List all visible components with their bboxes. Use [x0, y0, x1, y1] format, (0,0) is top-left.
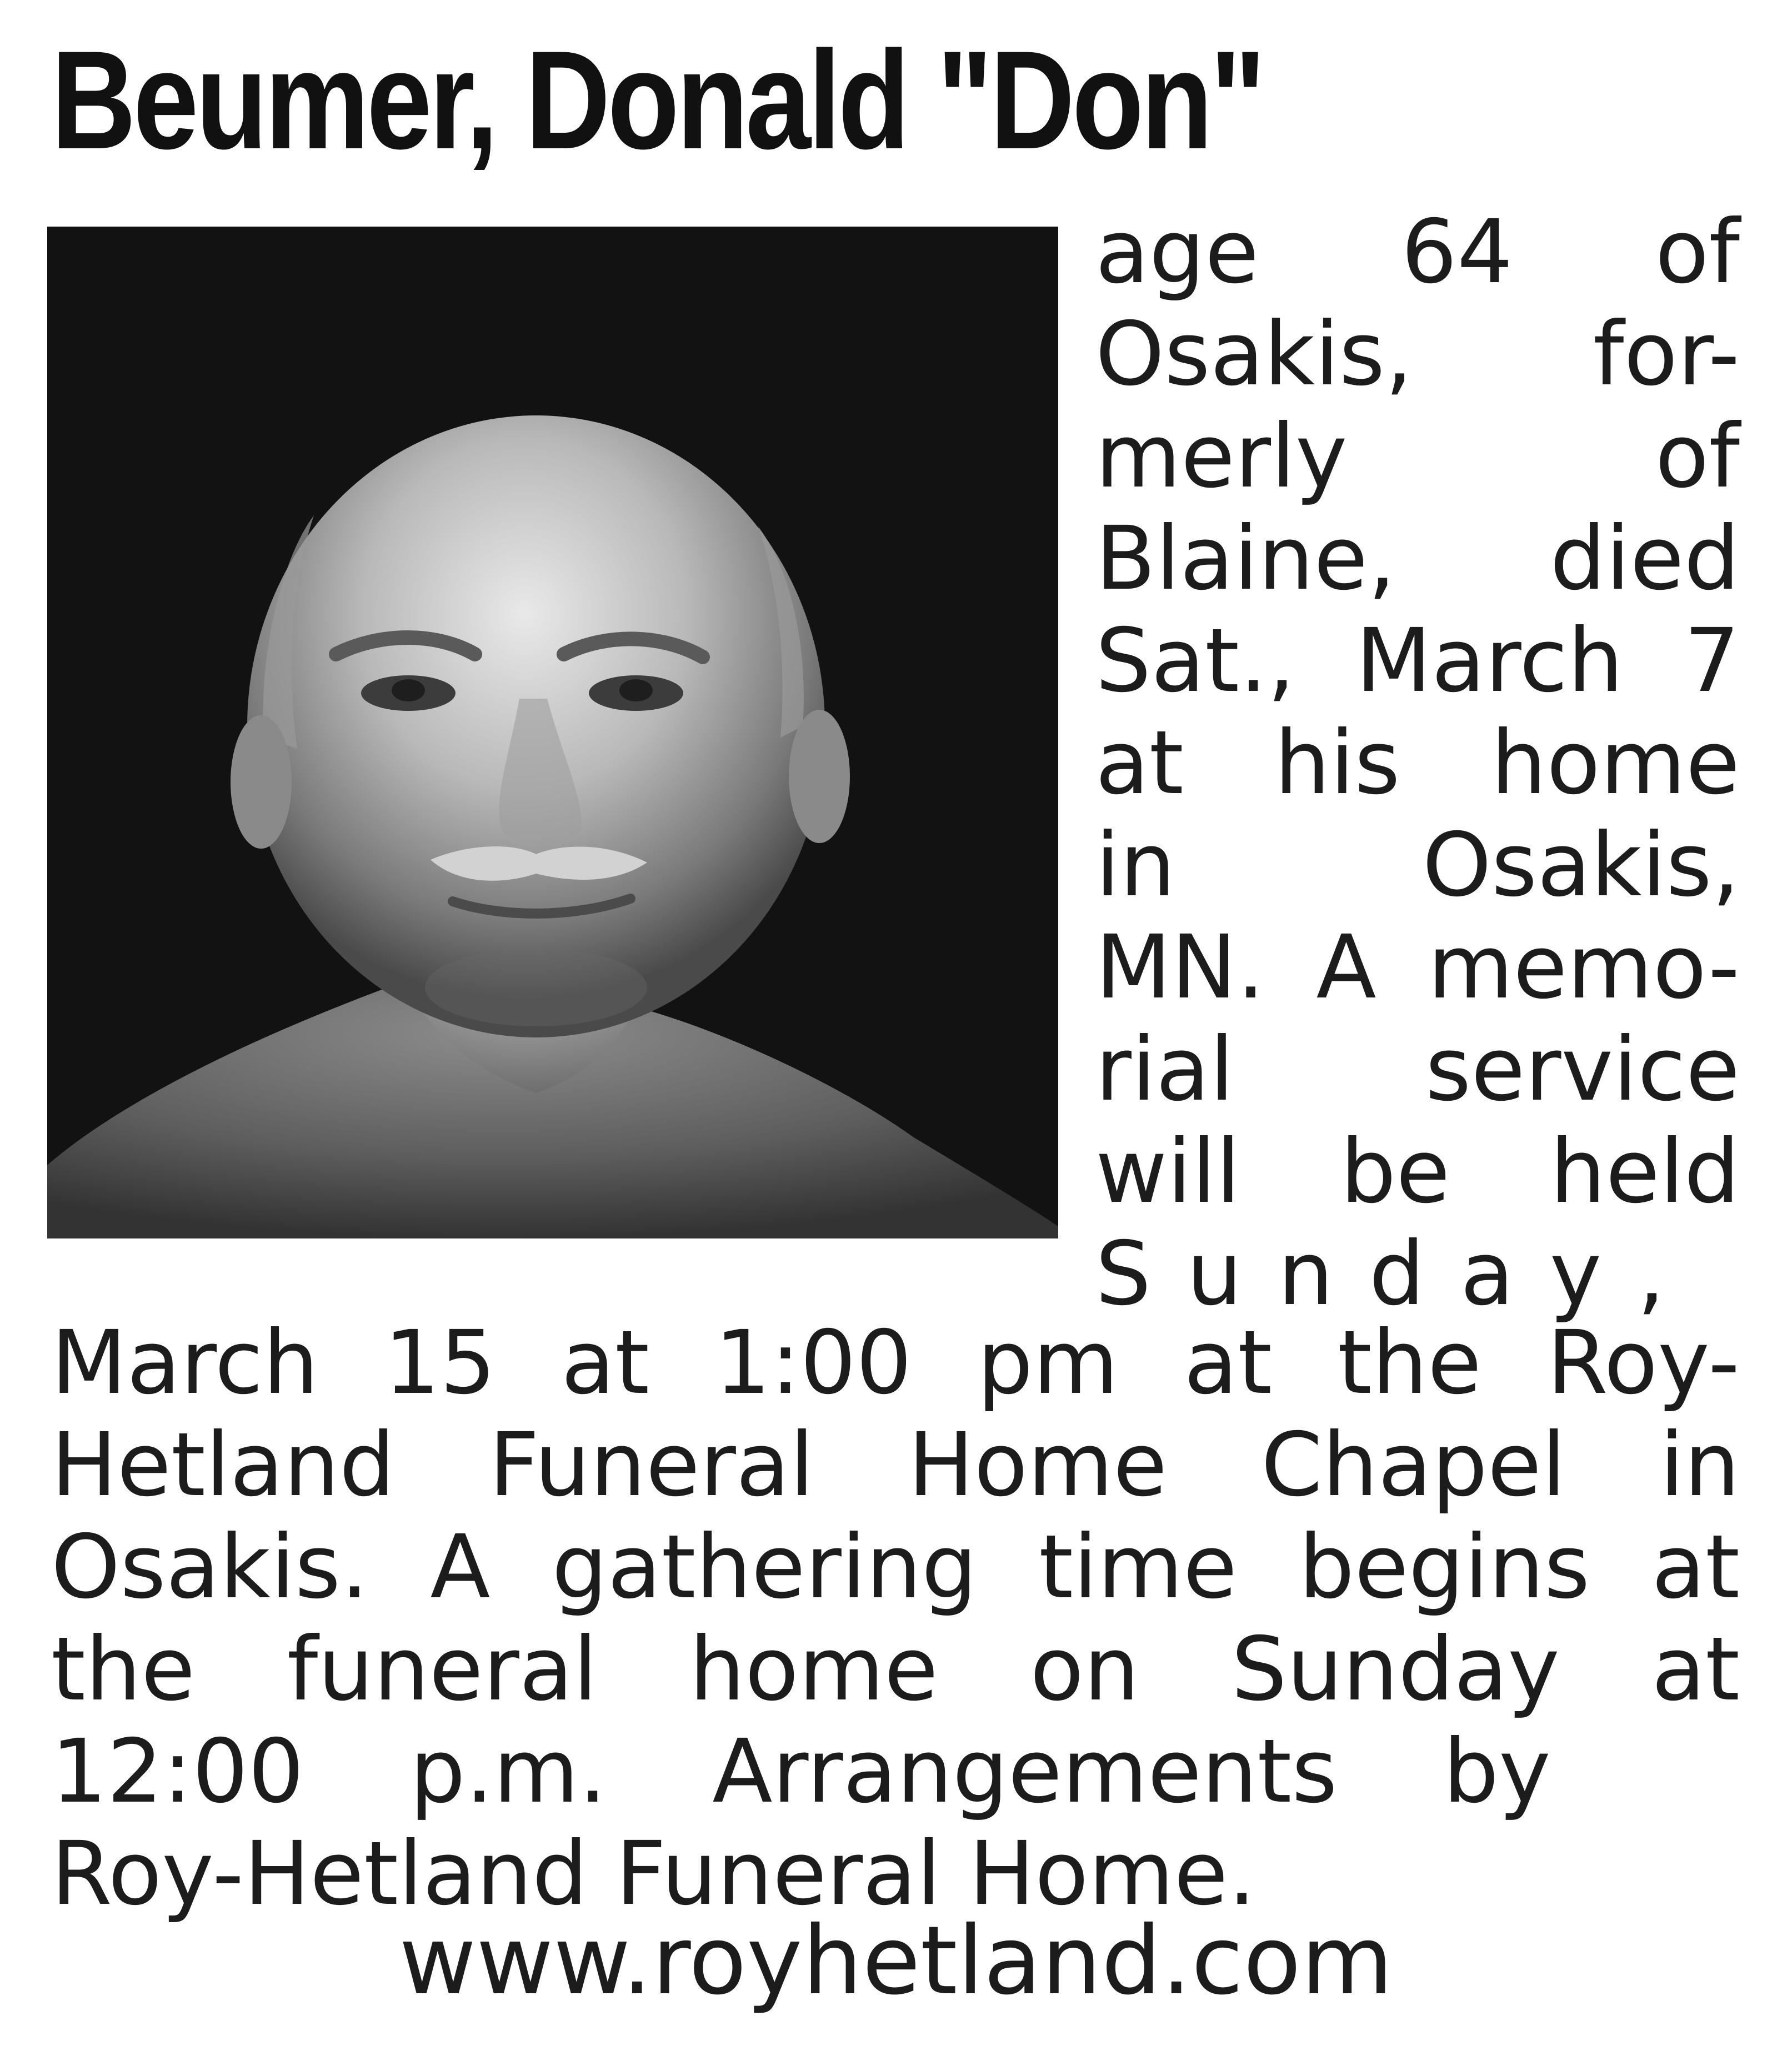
obituary-side-column	[1095, 201, 1740, 1325]
side-line: at his home	[1095, 712, 1740, 814]
portrait-photo	[47, 227, 1058, 1238]
lower-line: the funeral home on Sunday at	[51, 1618, 1740, 1721]
obituary-headline: Beumer, Donald "Don"	[51, 22, 1263, 178]
side-line: merly of	[1095, 405, 1740, 508]
side-line: age 64 of	[1095, 201, 1740, 303]
side-line: will be held	[1095, 1121, 1740, 1223]
lower-line: 12:00 p.m. Arrangements by	[51, 1721, 1551, 1823]
portrait-illustration	[47, 227, 1058, 1238]
lower-line: March 15 at 1:00 pm at the Roy-	[51, 1312, 1740, 1414]
side-line: MN. A memo-	[1095, 916, 1740, 1019]
side-line: Sat., March 7	[1095, 610, 1740, 712]
side-line: rial service	[1095, 1019, 1740, 1121]
lower-line: Osakis. A gathering time begins at	[51, 1516, 1740, 1618]
obituary-lower-text	[51, 1312, 1740, 1925]
lower-line: Roy-Hetland Funeral Home.	[51, 1823, 1256, 1925]
funeral-home-website: www.royhetland.com	[399, 1906, 1393, 2016]
lower-line: Hetland Funeral Home Chapel in	[51, 1414, 1740, 1516]
side-line: Osakis, for-	[1095, 303, 1740, 405]
side-line: Blaine, died	[1095, 508, 1740, 610]
side-line: in Osakis,	[1095, 814, 1740, 916]
side-line: Sunday,	[1095, 1223, 1701, 1325]
